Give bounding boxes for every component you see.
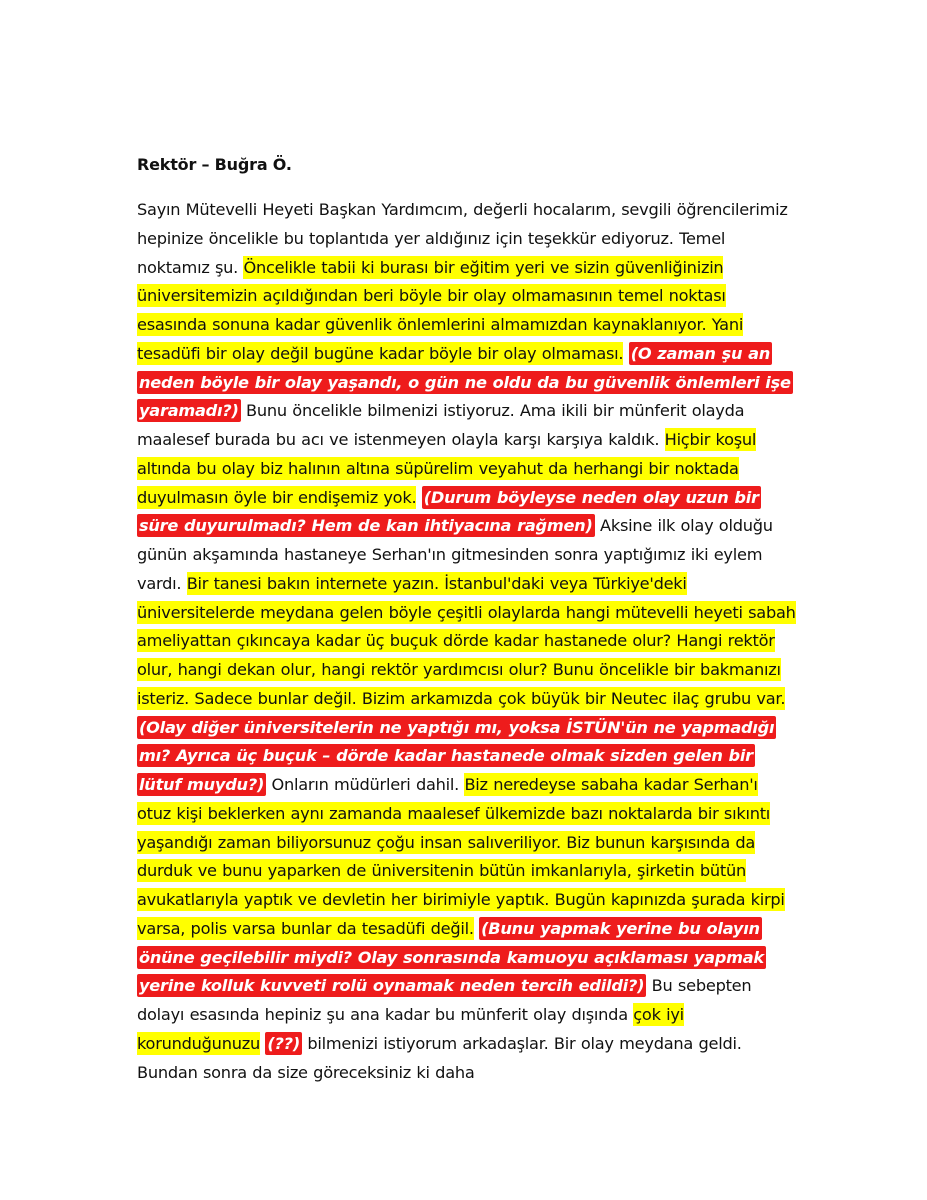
plain-text-segment: bilmenizi istiyorum arkadaşlar. Bir olay meydana geldi. Bundan sonra da size göreceksiniz ki daha: [137, 1033, 742, 1082]
highlighted-statement: Öncelikle tabii ki burası bir eğitim yeri ve sizin güvenliğinizin üniversitemizin açıldığından beri böyle bir olay olmamasının temel noktası esasında sonuna kadar güvenlik önlemlerini almamızdan kaynaklanıyor. Yani tesadüfi bir olay değil bugüne kadar böyle bir olay olmaması.: [137, 257, 744, 363]
page-title: Rektör – Buğra Ö.: [137, 155, 292, 174]
question-annotation: (Durum böyleyse neden olay uzun bir süre duyurulmadı? Hem de kan ihtiyacına rağmen): [139, 487, 759, 536]
plain-text-segment: Aksine ilk olay olduğu günün akşamında hastaneye Serhan'ın gitmesinden sonra yaptığımız iki eylem vardı.: [137, 516, 773, 593]
highlighted-statement: Hiçbir koşul altında bu olay biz halının altına süpürelim veyahut da herhangi bir noktada duyulmasın öyle bir endişemiz yok.: [137, 430, 757, 507]
question-annotation: (O zaman şu an neden böyle bir olay yaşandı, o gün ne oldu da bu güvenlik önlemleri işe yaramadı?): [139, 343, 791, 421]
plain-text-segment: [623, 344, 628, 363]
question-annotation: (Olay diğer üniversitelerin ne yaptığı mı, yoksa İSTÜN'ün ne yapmadığı mı? Ayrıca üç buçuk – dörde kadar hastanede olmak sizden gelen bir lütuf muydu?): [139, 717, 775, 794]
highlighted-statement: çok iyi korunduğunuzu: [137, 1005, 684, 1053]
highlighted-statement: Bir tanesi bakın internete yazın. İstanbul'daki veya Türkiye'deki üniversitelerde meydana gelen böyle çeşitli olaylarda hangi mütevelli heyeti sabah ameliyattan çıkıncaya kadar üç buçuk dörde kadar hastanede olur? Hangi rektör olur, hangi dekan olur, hangi rektör yardımcısı olur? Bunu öncelikle bir bakmanızı isteriz. Sadece bunlar değil. Bizim arkamızda çok büyük bir Neutec ilaç grubu var.: [137, 573, 796, 708]
question-annotation: (Bunu yapmak yerine bu olayın önüne geçilebilir miydi? Olay sonrasında kamuoyu açıklaması yapmak yerine kolluk kuvveti rolü oynamak neden tercih edildi?): [139, 918, 764, 996]
plain-text-segment: [416, 488, 421, 507]
transcript-paragraph: [137, 196, 797, 1087]
question-annotation: (??): [267, 1033, 300, 1053]
plain-text-segment: Sayın Mütevelli Heyeti Başkan Yardımcım, değerli hocalarım, sevgili öğrencilerimiz hepinize öncelikle bu toplantıda yer aldığınız için teşekkür ediyoruz. Temel noktamız şu.: [137, 200, 788, 277]
plain-text-segment: Bu sebepten dolayı esasında hepiniz şu ana kadar bu münferit olay dışında: [137, 976, 752, 1024]
highlighted-statement: Biz neredeyse sabaha kadar Serhan'ı otuz kişi beklerken aynı zamanda maalesef ülkemizde bazı noktalarda bir sıkıntı yaşandığı zaman biliyorsunuz çoğu insan salıveriliyor. Biz bunun karşısında da durduk ve bunu yaparken de üniversitenin bütün imkanlarıyla, şirketin bütün avukatlarıyla yaptık ve devletin her birimiyle yaptık. Bugün kapınızda şurada kirpi varsa, polis varsa bunlar da tesadüfi değil.: [137, 775, 785, 938]
plain-text-segment: Bunu öncelikle bilmenizi istiyoruz. Ama ikili bir münferit olayda maalesef burada bu acı ve istenmeyen olayla karşı karşıya kaldık.: [137, 401, 745, 449]
plain-text-segment: Onların müdürleri dahil.: [266, 775, 465, 794]
